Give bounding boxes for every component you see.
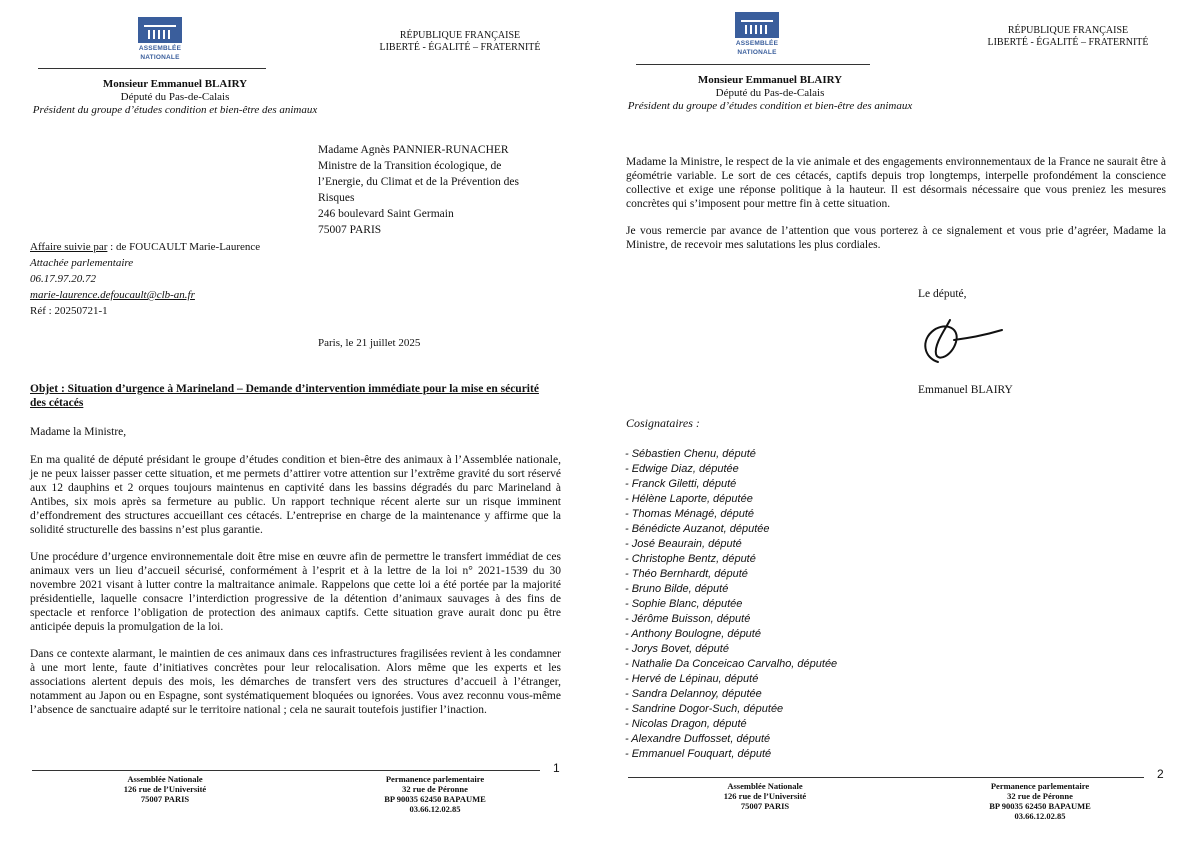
footer-right-phone: 03.66.12.02.85 xyxy=(1014,811,1066,821)
footer-right-city: BP 90035 62450 BAPAUME xyxy=(989,801,1091,811)
cosignatory-item: - Alexandre Duffosset, député xyxy=(625,733,771,745)
paragraph: Une procédure d’urgence environnementale doit être mise en œuvre afin de permettre le transfert immédiat de ces animaux vers un lieu d’accueil sécurisé, conformément à l’esprit et à la lettre de la loi n° 2021-1539 du 30 novembre 2021 visant à lutter contre la maltraitance animale. Rappelons que cette loi a été portée par la majorité présidentielle, laquelle consacre l’interdiction progressive de la détention d’animaux sauvages à des fins de spectacle et renforce l’obligation de protection des animaux captifs. Cette situation grave aurait donc pu être anticipée depuis la promulgation de la loi. xyxy=(30,551,561,633)
letter-page-2 xyxy=(600,0,1200,851)
object-line1: Objet : Situation d’urgence à Marineland – Demande d’intervention immédiate pour la mise en sécurité xyxy=(30,383,539,395)
logo-text-line2: NATIONALE xyxy=(737,49,777,56)
hemicycle-icon xyxy=(138,17,182,43)
page-number: 2 xyxy=(1157,767,1164,781)
object-line xyxy=(30,382,565,410)
cosignatory-item: - Nathalie Da Conceicao Carvalho, députée xyxy=(625,658,838,670)
footer-right-phone: 03.66.12.02.85 xyxy=(409,804,461,814)
cosignatory-item: - Hervé de Lépinau, député xyxy=(625,673,759,685)
signature-mark xyxy=(916,318,1006,368)
object-line2: des cétacés xyxy=(30,397,84,409)
deputy-role: Député du Pas-de-Calais xyxy=(120,91,230,103)
footer-left-title: Assemblée Nationale xyxy=(127,774,203,784)
deputy-header xyxy=(620,74,920,113)
cosignatory-item: - Jérôme Buisson, député xyxy=(625,613,751,625)
letter-date: Paris, le 21 juillet 2025 xyxy=(318,337,421,349)
footer-right-city: BP 90035 62450 BAPAUME xyxy=(384,794,486,804)
footer-right-title: Permanence parlementaire xyxy=(990,781,1090,791)
recipient-city: 75007 PARIS xyxy=(318,224,382,236)
reference: Réf : 20250721-1 xyxy=(30,305,108,317)
cosignatory-item: - Nicolas Dragon, député xyxy=(625,718,747,730)
header-rule xyxy=(38,68,266,69)
assemblee-logo xyxy=(130,17,190,61)
hemicycle-icon xyxy=(735,12,779,38)
motto-label: LIBERTÉ - ÉGALITÉ – FRATERNITÉ xyxy=(379,42,541,53)
cosignatory-item: - Bénédicte Auzanot, députée xyxy=(625,523,770,535)
case-meta xyxy=(30,239,320,319)
cosignatory-item: - Sébastien Chenu, député xyxy=(625,448,756,460)
page-number: 1 xyxy=(553,761,560,775)
recipient-line3: Risques xyxy=(318,192,355,204)
deputy-name: Monsieur Emmanuel BLAIRY xyxy=(102,78,248,90)
deputy-group: Président du groupe d’études condition et bien-être des animaux xyxy=(627,100,913,112)
paragraph: En ma qualité de député présidant le groupe d’études condition et bien-être des animaux à l’Assemblée nationale, je ne peux laisser passer cette situation, et me permets d’attirer votre attention sur l’extrême gravité du sort réservé aux 12 dauphins et 2 orques toujours maintenus en captivité dans les bassins dégradés du parc Marineland à Antibes, six mois après sa fermeture au public. Un rapport technique récent alerte sur un risque imminent d’effondrement des structures accueillant ces cétacés. L’entreprise en charge de la maintenance y affirme que la solidité structurelle des bassins n’est plus garantie. xyxy=(30,454,561,536)
logo-text-line1: ASSEMBLÉE xyxy=(735,40,779,47)
header-rule xyxy=(636,64,870,65)
deputy-name: Monsieur Emmanuel BLAIRY xyxy=(697,74,843,86)
assemblee-logo xyxy=(727,12,787,56)
assistant-title: Attachée parlementaire xyxy=(30,257,134,269)
footer-left-title: Assemblée Nationale xyxy=(727,781,803,791)
footer-left-city: 75007 PARIS xyxy=(740,801,790,811)
body-page-1 xyxy=(30,453,561,730)
salutation: Madame la Ministre, xyxy=(30,426,127,438)
cosignatory-item: - Sandrine Dogor-Such, députée xyxy=(625,703,784,715)
footer-left-street: 126 rue de l’Université xyxy=(723,791,807,801)
recipient-line2: l’Energie, du Climat et de la Prévention des xyxy=(318,176,519,188)
recipient-address xyxy=(318,142,558,238)
cosignatory-item: - Thomas Ménagé, député xyxy=(625,508,755,520)
republic-label: RÉPUBLIQUE FRANÇAISE xyxy=(1007,25,1129,36)
footer-right-street: 32 rue de Péronne xyxy=(1007,791,1073,801)
cosignatory-item: - Hélène Laporte, députée xyxy=(625,493,753,505)
paragraph: Madame la Ministre, le respect de la vie animale et des engagements environnementaux de la France ne saurait être à géométrie variable. Le sort de ces cétacés, captifs depuis trop longtemps, interpelle profondément la conscience collective et exige une réponse politique à la hauteur. Il est désormais nécessaire que vous preniez les mesures concrètes qui s’imposent pour mettre fin à cette situation. xyxy=(626,156,1166,210)
paragraph: Dans ce contexte alarmant, le maintien de ces animaux dans ces infrastructures fragilisées revient à les condamner à une mort lente, faute d’initiatives concrètes pour leur relocalisation. Alors même que les experts et les associations alertent depuis des mois, les démarches de transfert vers des structures d’accueil à l’étranger, notamment au Japon ou en Espagne, sont systématiquement bloquées ou ignorées. Vous avez reconnu vous-même l’absence de sanctuaire adapté sur le territoire national ; cela ne saurait toutefois justifier l’inaction. xyxy=(30,648,561,716)
cosignatory-item: - Jorys Bovet, député xyxy=(625,643,729,655)
footer-right xyxy=(335,774,535,814)
deputy-group: Président du groupe d’études condition et bien-être des animaux xyxy=(32,104,318,116)
cosignatory-item: - Franck Giletti, député xyxy=(625,478,737,490)
cosignatory-item: - José Beaurain, député xyxy=(625,538,742,550)
footer-left-street: 126 rue de l’Université xyxy=(123,784,207,794)
cosignatory-item: - Théo Bernhardt, député xyxy=(625,568,748,580)
cosignatories-list xyxy=(625,447,955,762)
footer-right-street: 32 rue de Péronne xyxy=(402,784,468,794)
footer-rule xyxy=(628,777,1144,778)
footer-rule xyxy=(32,770,540,771)
footer-left-city: 75007 PARIS xyxy=(140,794,190,804)
republic-block xyxy=(968,25,1168,49)
cosignatory-item: - Edwige Diaz, députée xyxy=(625,463,739,475)
cosignatory-item: - Sophie Blanc, députée xyxy=(625,598,743,610)
motto-label: LIBERTÉ - ÉGALITÉ – FRATERNITÉ xyxy=(987,37,1149,48)
republic-label: RÉPUBLIQUE FRANÇAISE xyxy=(399,30,521,41)
deputy-role: Député du Pas-de-Calais xyxy=(715,87,825,99)
deputy-header xyxy=(20,78,330,117)
cosignatories-title: Cosignataires : xyxy=(626,416,700,430)
recipient-street: 246 boulevard Saint Germain xyxy=(318,208,454,220)
cosignatory-item: - Sandra Delannoy, députée xyxy=(625,688,762,700)
paragraph: Je vous remercie par avance de l’attention que vous porterez à ce signalement et vous prie d’agréer, Madame la Ministre, de recevoir mes salutations les plus cordiales. xyxy=(626,225,1166,251)
footer-left xyxy=(80,774,250,804)
recipient-line1: Ministre de la Transition écologique, de xyxy=(318,160,502,172)
followed-name: : de FOUCAULT Marie-Laurence xyxy=(107,241,261,253)
recipient-name: Madame Agnès PANNIER-RUNACHER xyxy=(318,144,509,156)
republic-block xyxy=(365,30,555,54)
body-page-2 xyxy=(626,155,1166,265)
cosignatory-item: - Bruno Bilde, député xyxy=(625,583,729,595)
cosignatory-item: - Emmanuel Fouquart, député xyxy=(625,748,772,760)
assistant-email[interactable]: marie-laurence.defoucault@clb-an.fr xyxy=(30,289,195,301)
footer-left xyxy=(680,781,850,811)
followed-label: Affaire suivie par xyxy=(30,241,108,253)
signer-name: Emmanuel BLAIRY xyxy=(918,384,1013,396)
logo-text-line2: NATIONALE xyxy=(140,54,180,61)
assistant-phone: 06.17.97.20.72 xyxy=(30,273,96,285)
footer-right-title: Permanence parlementaire xyxy=(385,774,485,784)
logo-text-line1: ASSEMBLÉE xyxy=(138,45,182,52)
footer-right xyxy=(935,781,1145,821)
closing: Le député, xyxy=(918,288,967,300)
cosignatory-item: - Anthony Boulogne, député xyxy=(625,628,761,640)
cosignatory-item: - Christophe Bentz, député xyxy=(625,553,756,565)
